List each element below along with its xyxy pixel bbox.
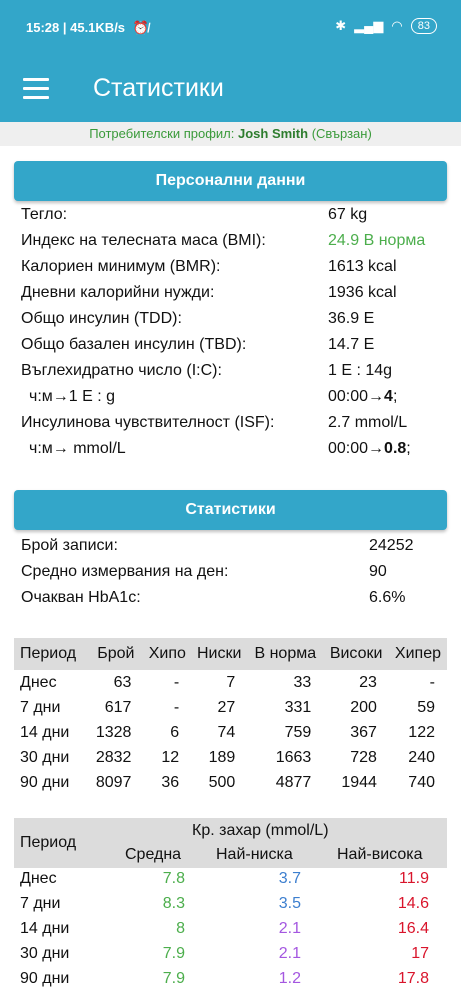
- personal-row-label: Инсулинова чувствителност (ISF):: [21, 414, 275, 431]
- glucose-cell-min: 3.5: [278, 895, 301, 912]
- counts-cell: 1944: [341, 773, 377, 791]
- glucose-cell-max: 17.8: [397, 970, 429, 987]
- table-row: [14, 745, 447, 770]
- glucose-cell-min: 1.2: [278, 970, 301, 987]
- table-row: [14, 770, 447, 795]
- table-row: [14, 695, 447, 720]
- counts-cell: 617: [104, 698, 132, 716]
- counts-cell: 36: [161, 773, 180, 791]
- counts-cell: -: [173, 698, 180, 716]
- stats-row: [21, 537, 441, 563]
- personal-row: [21, 258, 441, 284]
- personal-row: [21, 362, 441, 388]
- glucose-table: [14, 818, 447, 993]
- glucose-max-header: Най-висока: [337, 846, 423, 863]
- glucose-cell-max: 17: [411, 945, 429, 962]
- glucose-cell-avg: 7.9: [162, 970, 185, 987]
- counts-header-cell: Период: [14, 638, 88, 670]
- personal-row-label: Индекс на телесната маса (BMI):: [21, 232, 266, 249]
- personal-row-value: 36.9 E: [328, 310, 375, 327]
- personal-row: [21, 414, 441, 440]
- counts-cell: 59: [417, 698, 435, 716]
- counts-cell: -: [429, 673, 435, 691]
- stats-row-label: Очакван HbA1c:: [21, 589, 141, 606]
- counts-cell: 7 дни: [20, 698, 61, 716]
- statistics-header: Статистики: [14, 490, 447, 530]
- glucose-cell-min: 2.1: [278, 920, 301, 937]
- table-row: [14, 868, 447, 893]
- table-row: [14, 893, 447, 918]
- personal-row-value: 67 kg: [328, 206, 368, 223]
- glucose-cell-min: 3.7: [278, 870, 301, 887]
- glucose-group-header: Кр. захар (mmol/L): [192, 822, 329, 839]
- glucose-cell-max: 11.9: [399, 870, 429, 887]
- bluetooth-icon: ✱: [335, 18, 347, 33]
- personal-row-value: 24.9 В норма: [328, 232, 426, 249]
- profile-state: (Свързан): [311, 126, 372, 141]
- profile-bar: [0, 122, 461, 146]
- counts-cell: 74: [217, 723, 236, 741]
- personal-row: [21, 232, 441, 258]
- status-bar: [0, 0, 461, 58]
- personal-row-value: 14.7 E: [328, 336, 375, 353]
- glucose-cell-p: 14 дни: [20, 920, 70, 937]
- stats-row-label: Средно измервания на ден:: [21, 563, 229, 580]
- glucose-cell-max: 16.4: [397, 920, 429, 937]
- counts-cell: 189: [208, 748, 236, 766]
- counts-cell: 759: [284, 723, 312, 741]
- glucose-cell-min: 2.1: [278, 945, 301, 962]
- counts-header-cell: Хипо: [143, 638, 191, 670]
- glucose-cell-avg: 7.9: [162, 945, 185, 962]
- glucose-cell-avg: 8.3: [162, 895, 185, 912]
- personal-row: [21, 336, 441, 362]
- personal-row-value: 1613 kcal: [328, 258, 397, 275]
- personal-row-value-part: 0.8: [384, 440, 407, 457]
- counts-cell: 2832: [95, 748, 132, 766]
- counts-cell: 6: [170, 723, 180, 741]
- counts-cell: 30 дни: [20, 748, 70, 766]
- personal-row-label: ч:м→1 E : g: [29, 388, 116, 405]
- personal-row-value: [328, 388, 397, 406]
- counts-cell: 7: [226, 673, 236, 691]
- counts-cell: 4877: [275, 773, 312, 791]
- personal-row: [21, 284, 441, 310]
- table-row: [14, 943, 447, 968]
- personal-row-value-part: 4: [384, 388, 393, 405]
- glucose-avg-header: Средна: [125, 846, 182, 863]
- personal-row-value: 2.7 mmol/L: [328, 414, 408, 431]
- counts-cell: 122: [408, 723, 435, 741]
- counts-cell: 63: [113, 673, 132, 691]
- counts-header-cell: В норма: [247, 638, 323, 670]
- personal-row-value-part: 00:00→: [328, 440, 385, 457]
- status-time: 15:28 | 45.1KB/s: [26, 20, 126, 35]
- glucose-min-header: Най-ниска: [216, 846, 293, 863]
- glucose-cell-max: 14.6: [397, 895, 429, 912]
- stats-row-value: 90: [369, 563, 387, 580]
- counts-header-cell: Хипер: [389, 638, 447, 670]
- counts-header-cell: Високи: [323, 638, 389, 670]
- counts-cell: 27: [217, 698, 236, 716]
- counts-cell: 1328: [95, 723, 132, 741]
- counts-cell: 23: [359, 673, 377, 691]
- counts-table: [14, 638, 447, 795]
- counts-cell: 12: [161, 748, 180, 766]
- stats-row: [21, 589, 441, 615]
- counts-cell: 331: [284, 698, 312, 716]
- counts-cell: 367: [350, 723, 377, 741]
- glucose-cell-avg: 7.8: [162, 870, 185, 887]
- personal-row-label: Общо инсулин (TDD):: [21, 310, 182, 327]
- personal-data-header: Персонални данни: [14, 161, 447, 201]
- counts-cell: 740: [408, 773, 435, 791]
- counts-cell: 200: [350, 698, 377, 716]
- personal-row: [21, 310, 441, 336]
- status-icons: [335, 18, 437, 34]
- personal-row: [21, 388, 441, 414]
- personal-row-label: Въглехидратно число (I:C):: [21, 362, 222, 379]
- glucose-cell-p: 30 дни: [20, 945, 70, 962]
- counts-cell: 1663: [275, 748, 312, 766]
- table-row: [14, 918, 447, 943]
- glucose-cell-p: 90 дни: [20, 970, 70, 987]
- glucose-table-header: [14, 818, 447, 868]
- alarm-off-icon: ⏰̸: [132, 20, 149, 35]
- counts-cell: 90 дни: [20, 773, 70, 791]
- profile-name: Josh Smith: [237, 126, 309, 141]
- personal-row: [21, 206, 441, 232]
- personal-row-value-part: ;: [406, 440, 411, 457]
- signal-icon: ▂▄▆: [354, 18, 384, 33]
- counts-cell: 8097: [95, 773, 132, 791]
- hamburger-icon[interactable]: [23, 78, 49, 100]
- personal-row-value-part: ;: [392, 388, 398, 405]
- counts-cell: 500: [208, 773, 236, 791]
- personal-row-value: 1936 kcal: [328, 284, 397, 301]
- personal-row-value-part: 00:00→: [328, 388, 385, 405]
- personal-row-label: ч:м→ mmol/L: [29, 440, 126, 457]
- app-bar: [0, 58, 461, 122]
- glucose-cell-p: Днес: [20, 870, 57, 887]
- stats-row-label: Брой записи:: [21, 537, 118, 554]
- page-title: Статистики: [93, 74, 224, 102]
- counts-cell: 14 дни: [20, 723, 70, 741]
- counts-cell: 240: [408, 748, 435, 766]
- stats-row-value: 6.6%: [369, 589, 406, 606]
- battery-indicator: 83: [411, 18, 437, 34]
- counts-cell: -: [173, 673, 180, 691]
- glucose-period-header: Период: [20, 834, 77, 851]
- counts-cell: 33: [293, 673, 312, 691]
- table-row: [14, 968, 447, 993]
- counts-header-cell: Ниски: [191, 638, 247, 670]
- personal-row-label: Калориен минимум (BMR):: [21, 258, 221, 275]
- stats-row-value: 24252: [369, 537, 414, 554]
- counts-header-cell: Брой: [88, 638, 143, 670]
- wifi-icon: ◠: [391, 18, 403, 33]
- glucose-cell-avg: 8: [176, 920, 185, 937]
- profile-label: Потребителски профил:: [89, 126, 235, 141]
- personal-row-label: Дневни калорийни нужди:: [21, 284, 215, 301]
- status-time-speed: [26, 20, 149, 36]
- personal-row: [21, 440, 441, 466]
- glucose-cell-p: 7 дни: [20, 895, 61, 912]
- counts-cell: Днес: [20, 673, 57, 691]
- table-row: [14, 670, 447, 695]
- personal-row-value: 1 E : 14g: [328, 362, 393, 379]
- personal-row-label: Тегло:: [21, 206, 68, 223]
- table-row: [14, 720, 447, 745]
- personal-row-label: Общо базален инсулин (TBD):: [21, 336, 247, 353]
- counts-cell: 728: [350, 748, 377, 766]
- stats-row: [21, 563, 441, 589]
- personal-row-value: [328, 440, 411, 458]
